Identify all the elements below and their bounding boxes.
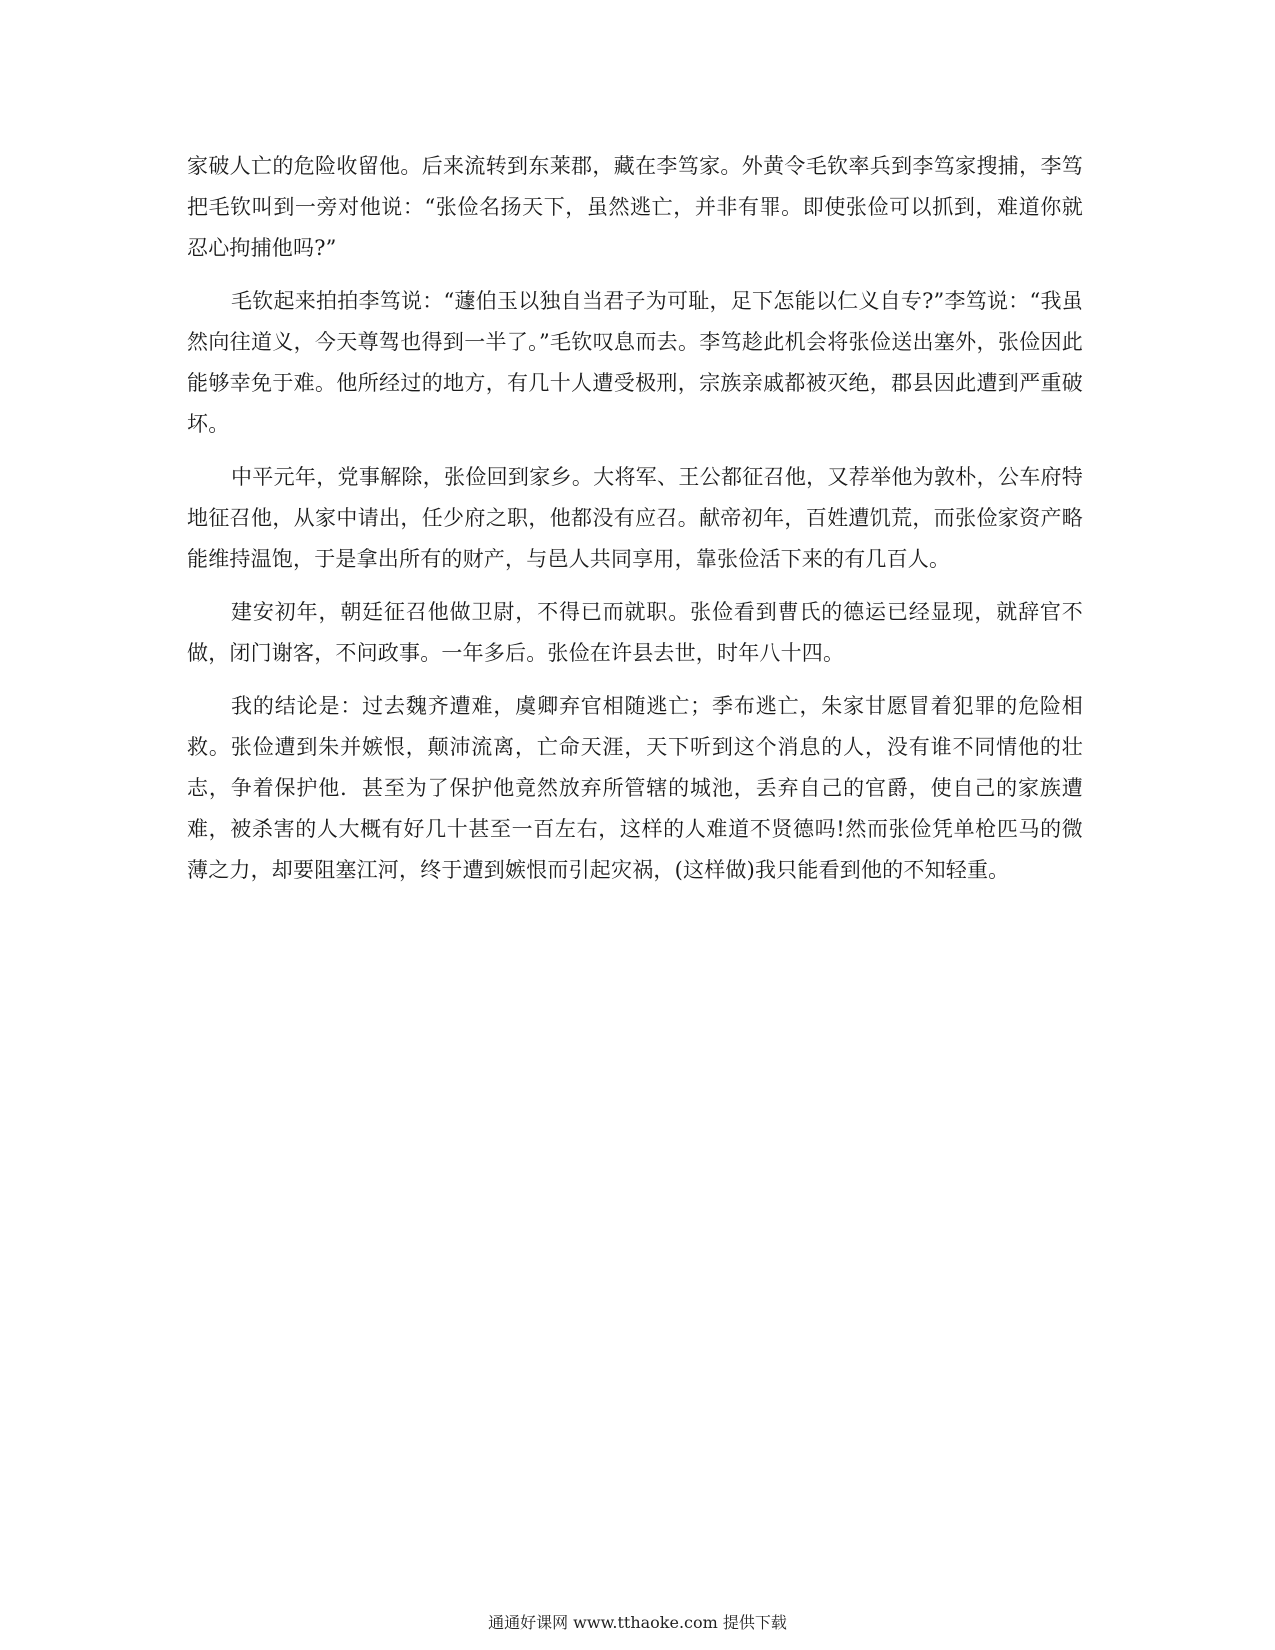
paragraph-jianan: 建安初年，朝廷征召他做卫尉，不得已而就职。张俭看到曹氏的德运已经显现，就辞官不做，闭门谢客，不问政事。一年多后。张俭在许县去世，时年八十四。	[187, 600, 1083, 665]
document-body	[187, 146, 1083, 903]
page-footer: 通通好课网 www.tthaoke.com 提供下载	[488, 1613, 787, 1632]
paragraph-continuation: 家破人亡的危险收留他。后来流转到东莱郡，藏在李笃家。外黄令毛钦率兵到李笃家搜捕，李笃把毛钦叫到一旁对他说：“张俭名扬天下，虽然逃亡，并非有罪。即使张俭可以抓到，难道你就忍心拘捕他吗?”	[187, 154, 1083, 260]
paragraph-conclusion: 我的结论是：过去魏齐遭难，虞卿弃官相随逃亡；季布逃亡，朱家甘愿冒着犯罪的危险相救。张俭遭到朱并嫉恨，颠沛流离，亡命天涯，天下听到这个消息的人，没有谁不同情他的壮志，争着保护他．甚至为了保护他竟然放弃所管辖的城池，丢弃自己的官爵，使自己的家族遭难，被杀害的人大概有好几十甚至一百左右，这样的人难道不贤德吗!然而张俭凭单枪匹马的微薄之力，却要阻塞江河，终于遭到嫉恨而引起灾祸，(这样做)我只能看到他的不知轻重。	[187, 694, 1083, 882]
paragraph-zhongping: 中平元年，党事解除，张俭回到家乡。大将军、王公都征召他，又荐举他为敦朴，公车府特地征召他，从家中请出，任少府之职，他都没有应召。献帝初年，百姓遭饥荒，而张俭家资产略能维持温饱，于是拿出所有的财产，与邑人共同享用，靠张俭活下来的有几百人。	[187, 465, 1083, 571]
paragraph-mao-qin: 毛钦起来拍拍李笃说：“蘧伯玉以独自当君子为可耻，足下怎能以仁义自专?”李笃说：“我虽然向往道义，今天尊驾也得到一半了。”毛钦叹息而去。李笃趁此机会将张俭送出塞外，张俭因此能够幸免于难。他所经过的地方，有几十人遭受极刑，宗族亲戚都被灭绝，郡县因此遭到严重破坏。	[187, 289, 1083, 436]
